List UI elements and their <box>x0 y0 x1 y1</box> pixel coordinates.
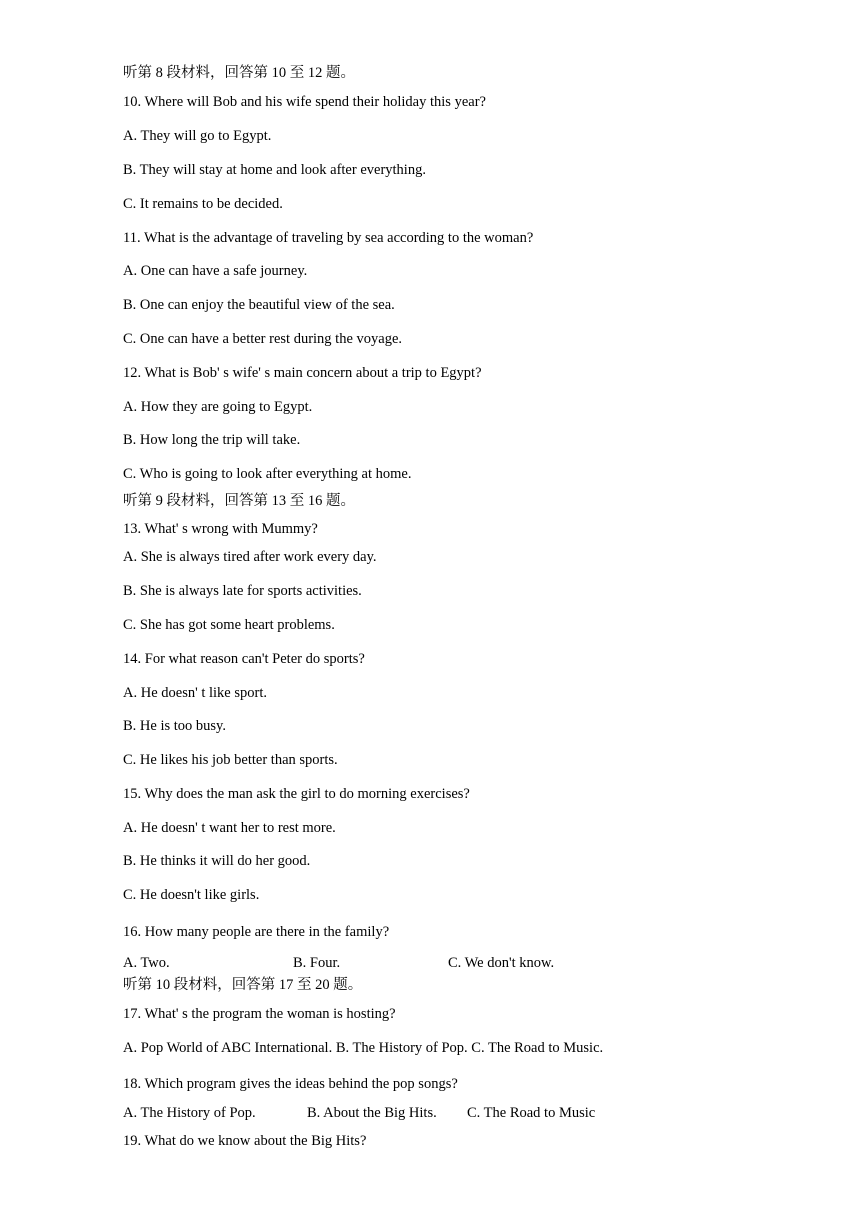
question-12-option-b: B. How long the trip will take. <box>123 432 301 448</box>
question-14-option-a: A. He doesn' t like sport. <box>123 685 267 701</box>
question-13: 13. What' s wrong with Mummy? <box>123 521 318 537</box>
question-10-option-c: C. It remains to be decided. <box>123 196 283 212</box>
question-16: 16. How many people are there in the family? <box>123 924 390 940</box>
section-10-instruction: 听第 10 段材料，回答第 17 至 20 题。 <box>123 977 363 993</box>
question-15: 15. Why does the man ask the girl to do morning exercises? <box>123 786 470 802</box>
question-12-option-c: C. Who is going to look after everything at home. <box>123 466 412 482</box>
question-10-option-a: A. They will go to Egypt. <box>123 128 272 144</box>
question-17-options: A. Pop World of ABC International. B. The History of Pop. C. The Road to Music. <box>123 1040 604 1056</box>
question-15-option-b: B. He thinks it will do her good. <box>123 853 311 869</box>
question-10: 10. Where will Bob and his wife spend their holiday this year? <box>123 94 486 110</box>
question-16-option-b: B. Four. <box>293 955 341 971</box>
question-18-option-c: C. The Road to Music <box>467 1105 596 1121</box>
question-14-option-c: C. He likes his job better than sports. <box>123 752 338 768</box>
question-18: 18. Which program gives the ideas behind the pop songs? <box>123 1076 458 1092</box>
question-14: 14. For what reason can't Peter do sports? <box>123 651 365 667</box>
question-10-option-b: B. They will stay at home and look after everything. <box>123 162 426 178</box>
question-17: 17. What' s the program the woman is hosting? <box>123 1006 396 1022</box>
question-11-option-a: A. One can have a safe journey. <box>123 263 308 279</box>
question-13-option-c: C. She has got some heart problems. <box>123 617 335 633</box>
section-8-instruction: 听第 8 段材料，回答第 10 至 12 题。 <box>123 65 355 81</box>
question-11: 11. What is the advantage of traveling by sea according to the woman? <box>123 230 534 246</box>
question-12: 12. What is Bob' s wife' s main concern about a trip to Egypt? <box>123 365 482 381</box>
question-13-option-b: B. She is always late for sports activities. <box>123 583 362 599</box>
question-18-option-b: B. About the Big Hits. <box>307 1105 437 1121</box>
question-16-option-a: A. Two. <box>123 955 170 971</box>
question-11-option-b: B. One can enjoy the beautiful view of the sea. <box>123 297 395 313</box>
question-14-option-b: B. He is too busy. <box>123 718 226 734</box>
question-12-option-a: A. How they are going to Egypt. <box>123 399 313 415</box>
question-18-option-a: A. The History of Pop. <box>123 1105 256 1121</box>
question-11-option-c: C. One can have a better rest during the voyage. <box>123 331 403 347</box>
question-13-option-a: A. She is always tired after work every day. <box>123 549 377 565</box>
question-19: 19. What do we know about the Big Hits? <box>123 1133 367 1149</box>
question-15-option-c: C. He doesn't like girls. <box>123 887 260 903</box>
section-9-instruction: 听第 9 段材料，回答第 13 至 16 题。 <box>123 493 355 509</box>
question-15-option-a: A. He doesn' t want her to rest more. <box>123 820 336 836</box>
question-16-option-c: C. We don't know. <box>448 955 555 971</box>
